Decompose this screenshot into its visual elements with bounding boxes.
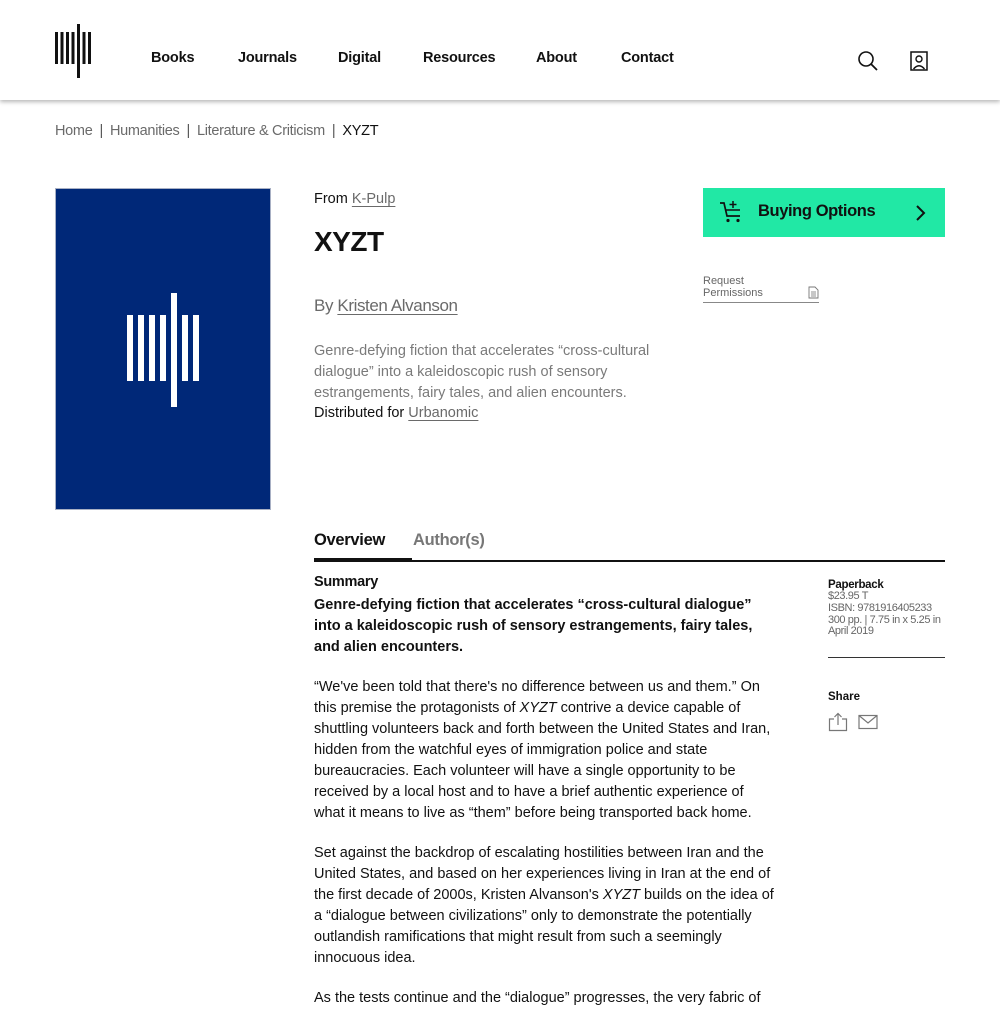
summary-lead: Genre-defying fiction that accelerates “cross-cultural dialogue” into a kaleidoscopic rush of sensory estrangements, fairy tales, and alien encounters. [314, 597, 753, 655]
breadcrumb [55, 123, 378, 139]
edition-date: April 2019 [828, 625, 874, 638]
nav-resources[interactable]: Resources [423, 50, 496, 66]
tab-authors[interactable]: Author(s) [413, 531, 485, 549]
cart-icon [719, 200, 743, 224]
author-line [314, 296, 458, 316]
account-icon[interactable] [909, 50, 931, 72]
cover-logo [127, 293, 199, 407]
book-blurb: Genre-defying fiction that accelerates “cross-cultural dialogue” into a kaleidoscopic rush of sensory estrangements, fairy tales, and alien encounters. [314, 343, 650, 401]
share-label: Share [828, 691, 860, 703]
chevron-right-icon [915, 204, 927, 222]
breadcrumb-humanities[interactable]: Humanities [109, 123, 180, 139]
breadcrumb-current: XYZT [342, 123, 379, 139]
nav-books[interactable]: Books [151, 50, 195, 66]
distributor-link[interactable]: Urbanomic [408, 405, 479, 421]
edition-format: Paperback [828, 579, 884, 591]
summary-paragraph: Set against the backdrop of escalating hostilities between Iran and the United States, and based on her experiences living in Iran at the end of the first decade of 2000s, Kristen Alvanson's XYZT builds on the idea of a “dialogue between civilizations” only to demonstrate the potentially outlandish ramifications that might result from such a seemingly innocuous idea. [314, 845, 774, 966]
tab-overview[interactable]: Overview [314, 531, 385, 549]
edition-isbn: ISBN: 9781916405233 [828, 601, 932, 614]
edition-price: $23.95 T [828, 590, 869, 602]
imprint-line [314, 191, 395, 207]
nav-about[interactable]: About [536, 50, 577, 66]
breadcrumb-separator: | [99, 123, 103, 139]
imprint-link[interactable]: K-Pulp [351, 191, 396, 207]
search-icon[interactable] [857, 50, 879, 72]
content-tabs [314, 529, 945, 562]
summary-paragraph: As the tests continue and the “dialogue” progresses, the very fabric of [314, 990, 761, 1006]
request-permissions-label: Request Permissions [703, 275, 763, 299]
by-prefix: By [314, 296, 334, 315]
edition-specs: 300 pp. | 7.75 in x 5.25 in [828, 613, 941, 626]
site-header [0, 0, 1000, 100]
summary-heading: Summary [314, 574, 378, 590]
buying-options-label: Buying Options [758, 202, 876, 220]
nav-digital[interactable]: Digital [338, 50, 381, 66]
nav-journals[interactable]: Journals [238, 50, 297, 66]
distributor-line [314, 405, 478, 421]
email-icon[interactable] [858, 714, 878, 730]
breadcrumb-separator: | [186, 123, 190, 139]
author-link[interactable]: Kristen Alvanson [337, 296, 458, 315]
overview-panel [314, 574, 776, 1009]
divider [828, 657, 945, 658]
document-icon [808, 286, 819, 299]
request-permissions-link[interactable] [703, 274, 819, 303]
summary-paragraph: “We've been told that there's no difference between us and them.” On this premise the protagonists of XYZT contrive a device capable of shuttling volunteers back and forth between the United States and Iran, hidden from the watchful eyes of immigration police and state bureaucracies. Each volunteer will have a single opportunity to be received by a local host and to have a brief authentic experience of what it means to live as “them” before being transported back home. [314, 679, 771, 821]
share-icon[interactable] [828, 712, 848, 732]
breadcrumb-separator: | [331, 123, 336, 139]
breadcrumb-home[interactable]: Home [55, 123, 93, 139]
edition-info [828, 579, 945, 638]
distributed-prefix: Distributed for [314, 405, 405, 421]
from-prefix: From [314, 191, 348, 207]
nav-contact[interactable]: Contact [621, 50, 674, 66]
breadcrumb-literature[interactable]: Literature & Criticism [196, 123, 325, 139]
active-tab-indicator [314, 558, 412, 562]
press-logo[interactable] [55, 24, 91, 78]
buying-options-button[interactable] [703, 188, 945, 237]
book-title: XYZT [314, 226, 384, 257]
book-cover[interactable] [55, 188, 271, 510]
